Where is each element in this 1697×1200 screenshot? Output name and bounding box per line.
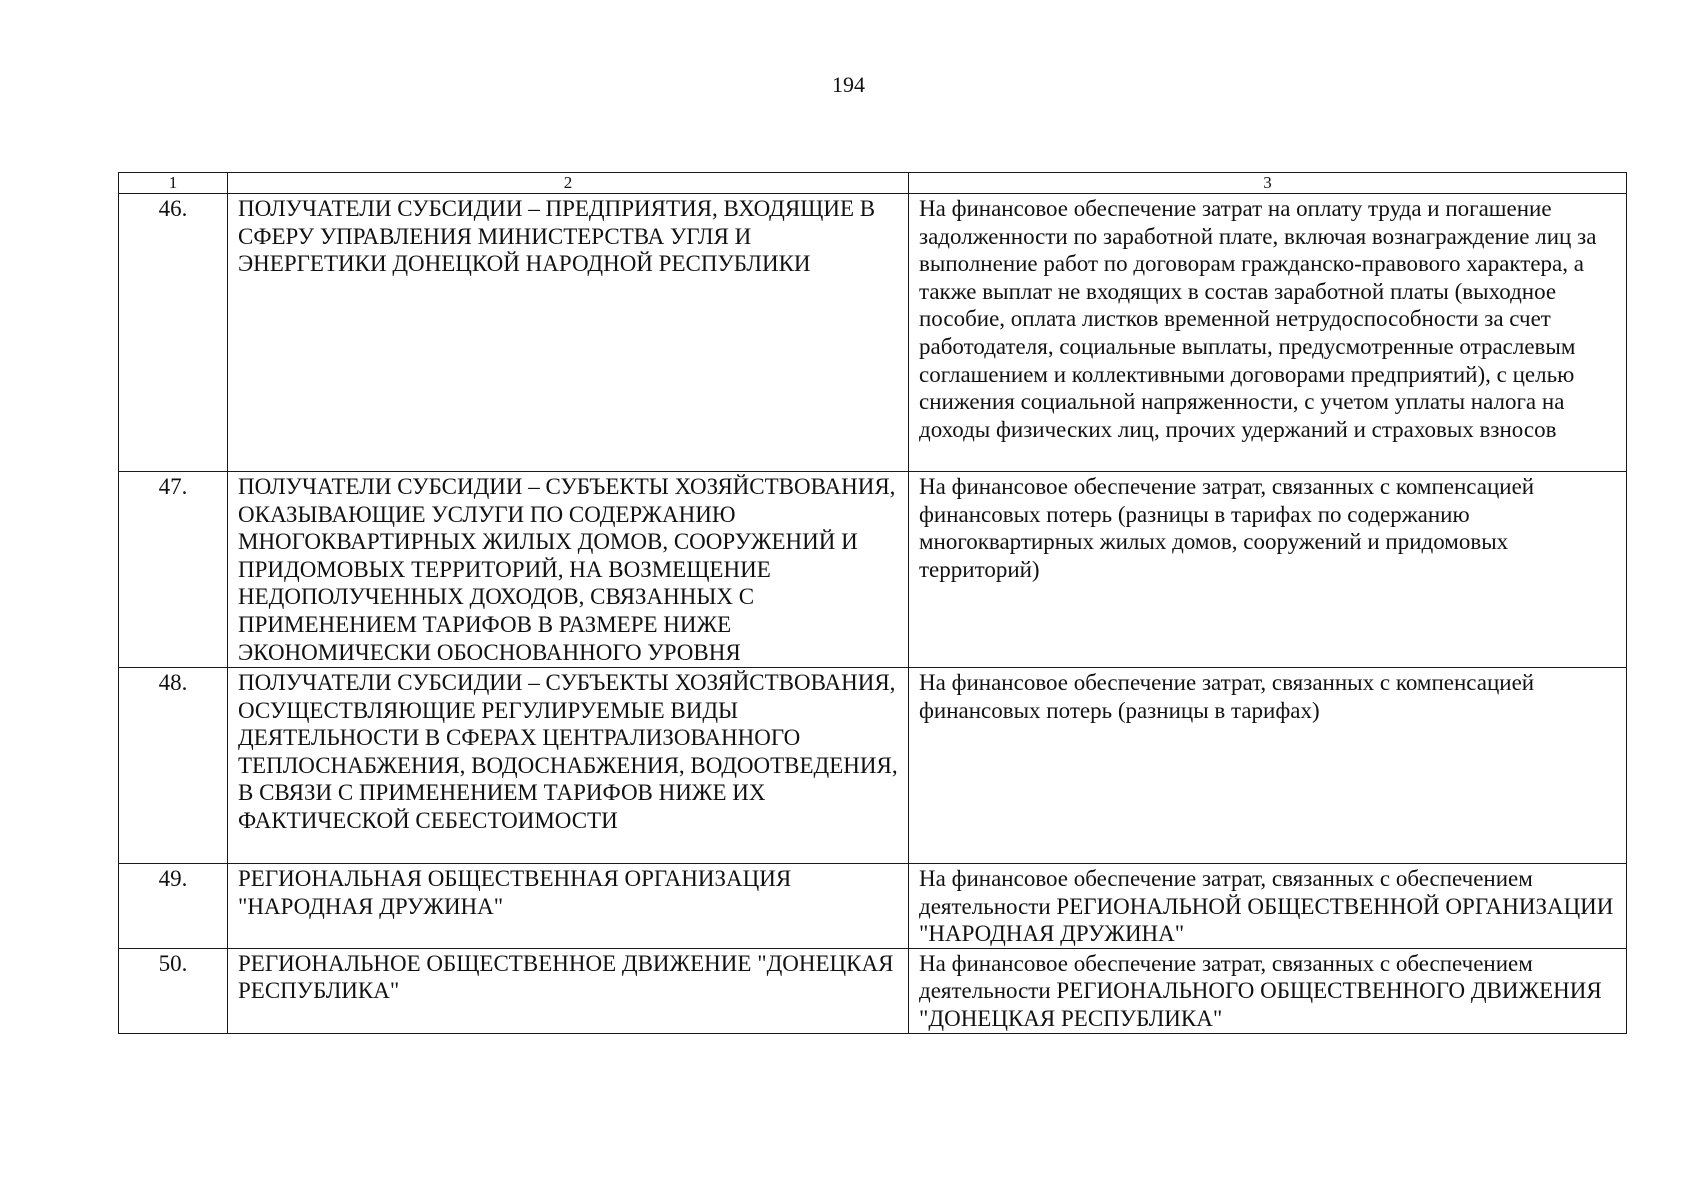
row-number: 50. <box>119 948 228 1033</box>
row-number: 49. <box>119 864 228 949</box>
column-header-purpose: 3 <box>909 173 1627 194</box>
column-header-recipient: 2 <box>228 173 909 194</box>
row-number: 48. <box>119 668 228 864</box>
purpose-cell: На финансовое обеспечение затрат, связанных с компенсацией финансовых потерь (разницы в тарифах по содержанию многоквартирных жилых домов, сооружений и придомовых территорий) <box>909 472 1627 668</box>
table-row <box>119 472 1627 668</box>
table-row <box>119 948 1627 1033</box>
page-number: 194 <box>832 72 865 97</box>
recipient-cell: ПОЛУЧАТЕЛИ СУБСИДИИ – СУБЪЕКТЫ ХОЗЯЙСТВОВАНИЯ, ОСУЩЕСТВЛЯЮЩИЕ РЕГУЛИРУЕМЫЕ ВИДЫ ДЕЯТЕЛЬНОСТИ В СФЕРАХ ЦЕНТРАЛИЗОВАННОГО ТЕПЛОСНАБЖЕНИЯ, ВОДОСНАБЖЕНИЯ, ВОДООТВЕДЕНИЯ, В СВЯЗИ С ПРИМЕНЕНИЕМ ТАРИФОВ НИЖЕ ИХ ФАКТИЧЕСКОЙ СЕБЕСТОИМОСТИ <box>228 668 909 864</box>
recipient-cell: ПОЛУЧАТЕЛИ СУБСИДИИ – СУБЪЕКТЫ ХОЗЯЙСТВОВАНИЯ, ОКАЗЫВАЮЩИЕ УСЛУГИ ПО СОДЕРЖАНИЮ МНОГОКВАРТИРНЫХ ЖИЛЫХ ДОМОВ, СООРУЖЕНИЙ И ПРИДОМОВЫХ ТЕРРИТОРИЙ, НА ВОЗМЕЩЕНИЕ НЕДОПОЛУЧЕННЫХ ДОХОДОВ, СВЯЗАННЫХ С ПРИМЕНЕНИЕМ ТАРИФОВ В РАЗМЕРЕ НИЖЕ ЭКОНОМИЧЕСКИ ОБОСНОВАННОГО УРОВНЯ <box>228 472 909 668</box>
row-number: 47. <box>119 472 228 668</box>
recipient-cell: РЕГИОНАЛЬНОЕ ОБЩЕСТВЕННОЕ ДВИЖЕНИЕ "ДОНЕЦКАЯ РЕСПУБЛИКА" <box>228 948 909 1033</box>
purpose-cell: На финансовое обеспечение затрат, связанных с компенсацией финансовых потерь (разницы в тарифах) <box>909 668 1627 864</box>
purpose-cell: На финансовое обеспечение затрат на оплату труда и погашение задолженности по заработной плате, включая вознаграждение лиц за выполнение работ по договорам гражданско-правового характера, а также выплат не входящих в состав заработной платы (выходное пособие, оплата листков временной нетрудоспособности за счет работодателя, социальные выплаты, предусмотренные отраслевым соглашением и коллективными договорами предприятий), с целью снижения социальной напряженности, с учетом уплаты налога на доходы физических лиц, прочих удержаний и страховых взносов <box>909 194 1627 472</box>
table-row <box>119 194 1627 472</box>
recipient-cell: РЕГИОНАЛЬНАЯ ОБЩЕСТВЕННАЯ ОРГАНИЗАЦИЯ "НАРОДНАЯ ДРУЖИНА" <box>228 864 909 949</box>
subsidy-table <box>118 172 1627 1034</box>
row-number: 46. <box>119 194 228 472</box>
table-header-row <box>119 173 1627 194</box>
column-header-number: 1 <box>119 173 228 194</box>
table-row <box>119 668 1627 864</box>
recipient-cell: ПОЛУЧАТЕЛИ СУБСИДИИ – ПРЕДПРИЯТИЯ, ВХОДЯЩИЕ В СФЕРУ УПРАВЛЕНИЯ МИНИСТЕРСТВА УГЛЯ И ЭНЕРГЕТИКИ ДОНЕЦКОЙ НАРОДНОЙ РЕСПУБЛИКИ <box>228 194 909 472</box>
purpose-cell: На финансовое обеспечение затрат, связанных с обеспечением деятельности РЕГИОНАЛЬНОЙ ОБЩЕСТВЕННОЙ ОРГАНИЗАЦИИ "НАРОДНАЯ ДРУЖИНА" <box>909 864 1627 949</box>
table-row <box>119 864 1627 949</box>
purpose-cell: На финансовое обеспечение затрат, связанных с обеспечением деятельности РЕГИОНАЛЬНОГО ОБЩЕСТВЕННОГО ДВИЖЕНИЯ "ДОНЕЦКАЯ РЕСПУБЛИКА" <box>909 948 1627 1033</box>
